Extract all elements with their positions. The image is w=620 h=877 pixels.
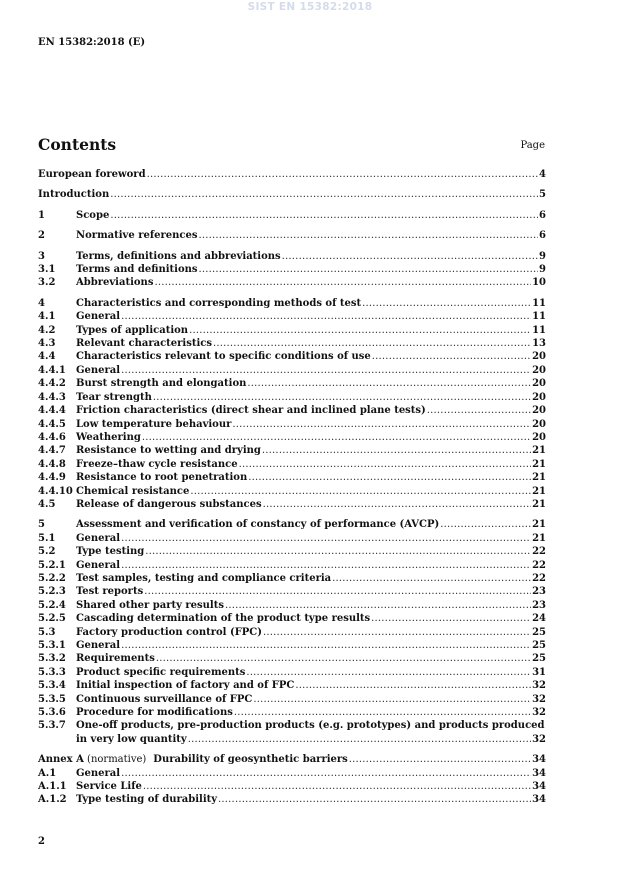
toc-entry-page: 24 bbox=[532, 613, 546, 625]
toc-entry[interactable] bbox=[38, 431, 546, 444]
toc-entry-number: 4.4.1 bbox=[38, 364, 66, 376]
dot-leader bbox=[263, 498, 531, 511]
toc-entry-title: Shared other party results bbox=[76, 599, 224, 611]
toc-entry-page: 21 bbox=[532, 485, 546, 497]
dot-leader bbox=[239, 458, 532, 471]
toc-entry-title: Low temperature behaviour bbox=[76, 418, 232, 430]
dot-leader bbox=[144, 585, 531, 598]
toc-entry-number: 5.2.2 bbox=[38, 572, 66, 584]
toc-entry-title: General bbox=[76, 559, 121, 571]
toc-entry-page: 11 bbox=[532, 324, 546, 336]
toc-entry-page: 13 bbox=[532, 338, 546, 350]
dot-leader bbox=[153, 391, 531, 404]
toc-entry[interactable] bbox=[38, 485, 546, 498]
toc-entry-number: 5.3.1 bbox=[38, 640, 66, 651]
dot-leader bbox=[372, 350, 531, 363]
toc-entry-title: Product specific requirements bbox=[76, 666, 246, 678]
toc-entry-page: 11 bbox=[532, 297, 546, 309]
dot-leader bbox=[121, 639, 531, 652]
toc-entry-number: A.1 bbox=[38, 767, 57, 779]
toc-entry-title: Chemical resistance bbox=[76, 485, 190, 497]
toc-entry-page: 21 bbox=[532, 498, 546, 510]
toc-entry-page: 25 bbox=[532, 653, 546, 665]
toc-entry-title: Service Life bbox=[76, 781, 142, 793]
dot-leader bbox=[190, 485, 531, 498]
toc-entry-title: Cascading determination of the product type results bbox=[76, 613, 371, 625]
toc-entry-title: General bbox=[76, 532, 121, 544]
toc-entry-title: Normative references bbox=[76, 230, 198, 242]
toc-entry[interactable] bbox=[38, 364, 546, 377]
toc-entry[interactable] bbox=[38, 639, 546, 652]
annex-label: Annex A bbox=[38, 754, 84, 766]
toc-entry[interactable] bbox=[38, 209, 546, 222]
toc-entry[interactable] bbox=[38, 337, 546, 350]
toc-entry-title: Abbreviations bbox=[76, 277, 154, 289]
page-column-label: Page bbox=[520, 140, 545, 151]
dot-leader bbox=[110, 188, 538, 201]
toc-entry-number: 5.2.1 bbox=[38, 559, 66, 571]
dot-leader bbox=[253, 693, 531, 706]
toc-entry-page: 20 bbox=[532, 351, 546, 363]
toc-entry-page: 31 bbox=[532, 666, 546, 678]
toc-entry[interactable] bbox=[38, 753, 546, 766]
dot-leader bbox=[282, 250, 538, 263]
toc-entry-page: 34 bbox=[532, 794, 546, 806]
toc-entry-title: Friction characteristics (direct shear and inclined plane tests) bbox=[76, 405, 426, 417]
toc-entry[interactable] bbox=[38, 391, 546, 404]
toc-entry-title: Release of dangerous substances bbox=[76, 498, 262, 510]
toc-entry-page: 22 bbox=[532, 572, 546, 584]
dot-leader bbox=[154, 276, 531, 289]
toc-entry-number: 4.4.3 bbox=[38, 391, 66, 403]
toc-entry-page: 32 bbox=[532, 707, 546, 719]
toc-entry-number: 4.2 bbox=[38, 324, 56, 336]
toc-entry-title: Resistance to root penetration bbox=[76, 472, 248, 484]
toc-entry[interactable] bbox=[38, 733, 546, 746]
toc-entry[interactable] bbox=[38, 404, 546, 417]
toc-entry-page: 32 bbox=[532, 733, 546, 745]
toc-entry-number: 5.3 bbox=[38, 626, 56, 638]
toc-entry[interactable] bbox=[38, 572, 546, 585]
toc-entry[interactable] bbox=[38, 324, 546, 337]
toc-entry[interactable] bbox=[38, 559, 546, 572]
toc-entry-page: 20 bbox=[532, 405, 546, 417]
toc-entry[interactable] bbox=[38, 263, 546, 276]
dot-leader bbox=[427, 404, 531, 417]
toc-entry-title: Procedure for modifications bbox=[76, 707, 233, 719]
toc-entry-title: General bbox=[76, 767, 121, 779]
toc-entry-page: 34 bbox=[532, 781, 546, 793]
toc-entry-title: Initial inspection of factory and of FPC bbox=[76, 680, 295, 692]
toc-entry[interactable] bbox=[38, 793, 546, 806]
toc-entry-page: 25 bbox=[532, 640, 546, 651]
toc-entry-number: 4 bbox=[38, 297, 45, 309]
toc-entry-number: 2 bbox=[38, 230, 45, 242]
toc-entry-number: 4.4.8 bbox=[38, 458, 66, 470]
dot-leader bbox=[156, 652, 531, 665]
dot-leader bbox=[440, 518, 531, 531]
toc-entry-title: General bbox=[76, 640, 121, 651]
toc-entry-page: 22 bbox=[532, 546, 546, 558]
toc-entry-page: 20 bbox=[532, 418, 546, 430]
watermark: SIST EN 15382:2018 bbox=[247, 1, 373, 13]
dot-leader bbox=[121, 559, 531, 572]
dot-leader bbox=[371, 612, 531, 625]
toc-entry-number: 5 bbox=[38, 519, 45, 531]
toc-entry-title: Introduction bbox=[38, 189, 110, 201]
contents-title: Contents bbox=[38, 135, 117, 154]
toc-entry[interactable] bbox=[38, 418, 546, 431]
toc-entry-number: 5.3.3 bbox=[38, 666, 66, 678]
toc-entry-number: 4.4 bbox=[38, 351, 56, 363]
toc-entry[interactable] bbox=[38, 168, 546, 181]
toc-entry-page: 10 bbox=[532, 277, 546, 289]
toc-entry-page: 20 bbox=[532, 364, 546, 376]
toc-entry-page: 9 bbox=[539, 264, 546, 276]
dot-leader bbox=[110, 209, 538, 222]
dot-leader bbox=[199, 263, 539, 276]
toc-entry-title: Test samples, testing and compliance criteria bbox=[76, 572, 332, 584]
toc-entry[interactable] bbox=[38, 377, 546, 390]
toc-entry-number: 3 bbox=[38, 250, 45, 262]
toc-entry[interactable] bbox=[38, 780, 546, 793]
dot-leader bbox=[332, 572, 531, 585]
toc-entry-title: European foreword bbox=[38, 169, 146, 180]
toc-entry[interactable] bbox=[38, 693, 546, 706]
toc-entry-title: Weathering bbox=[76, 431, 141, 443]
dot-leader bbox=[263, 626, 531, 639]
toc-entry[interactable] bbox=[38, 599, 546, 612]
toc-entry-title: Freeze–thaw cycle resistance bbox=[76, 458, 238, 470]
toc-entry-title bbox=[38, 753, 349, 766]
toc-entry-title: Terms and definitions bbox=[76, 264, 198, 276]
dot-leader bbox=[362, 297, 531, 310]
toc-entry[interactable] bbox=[38, 250, 546, 263]
toc-entry-title: General bbox=[76, 311, 121, 323]
toc-entry-number: 4.4.7 bbox=[38, 445, 66, 457]
toc-entry-page: 21 bbox=[532, 445, 546, 457]
toc-entry[interactable] bbox=[38, 706, 546, 719]
toc-entry[interactable] bbox=[38, 188, 546, 201]
toc-entry-title: One-off products, pre-production products (e.g. prototypes) and products produced bbox=[76, 720, 545, 732]
toc-entry[interactable] bbox=[38, 626, 546, 639]
toc-entry-number: 4.4.4 bbox=[38, 405, 66, 417]
toc-entry[interactable] bbox=[38, 585, 546, 598]
toc-entry[interactable] bbox=[38, 310, 546, 323]
toc-entry-number: 5.3.4 bbox=[38, 680, 66, 692]
dot-leader bbox=[248, 471, 531, 484]
dot-leader bbox=[225, 599, 531, 612]
toc-entry[interactable] bbox=[38, 532, 546, 545]
dot-leader bbox=[145, 545, 531, 558]
dot-leader bbox=[234, 706, 531, 719]
dot-leader bbox=[247, 377, 531, 390]
toc-entry-page: 6 bbox=[539, 230, 546, 242]
toc-entry-title: Test reports bbox=[76, 586, 144, 598]
toc-entry-page: 32 bbox=[532, 680, 546, 692]
toc-entry[interactable] bbox=[38, 229, 546, 242]
toc-entry[interactable] bbox=[38, 350, 546, 363]
toc-entry-number: A.1.2 bbox=[38, 794, 67, 806]
dot-leader bbox=[232, 418, 531, 431]
toc-entry-page: 23 bbox=[532, 599, 546, 611]
toc-entry[interactable] bbox=[38, 679, 546, 692]
dot-leader bbox=[121, 364, 531, 377]
dot-leader bbox=[142, 431, 531, 444]
toc-entry-number: 4.1 bbox=[38, 311, 56, 323]
toc-entry-number: 3.1 bbox=[38, 264, 56, 276]
toc-entry-number: 5.2.4 bbox=[38, 599, 66, 611]
toc-entry[interactable] bbox=[38, 666, 546, 679]
toc-entry-title: Terms, definitions and abbreviations bbox=[76, 250, 281, 262]
dot-leader bbox=[199, 229, 539, 242]
dot-leader bbox=[121, 532, 531, 545]
toc-entry[interactable] bbox=[38, 498, 546, 511]
toc-entry-title: General bbox=[76, 364, 121, 376]
toc-entry-page: 11 bbox=[532, 311, 546, 323]
table-of-contents bbox=[38, 168, 546, 807]
toc-entry[interactable] bbox=[38, 444, 546, 457]
toc-entry-title: Types of application bbox=[76, 324, 189, 336]
toc-entry-title: Type testing of durability bbox=[76, 794, 218, 806]
toc-entry-number: 4.4.6 bbox=[38, 431, 66, 443]
toc-entry-page: 32 bbox=[532, 693, 546, 705]
toc-entry[interactable] bbox=[38, 276, 546, 289]
toc-entry-number: 4.4.2 bbox=[38, 378, 66, 390]
dot-leader bbox=[188, 733, 531, 746]
toc-entry-page: 34 bbox=[532, 754, 546, 766]
toc-entry-number: 3.2 bbox=[38, 277, 56, 289]
dot-leader bbox=[143, 780, 531, 793]
document-id: EN 15382:2018 (E) bbox=[38, 37, 146, 48]
toc-entry-page: 20 bbox=[532, 431, 546, 443]
dot-leader bbox=[121, 310, 531, 323]
dot-leader bbox=[246, 666, 531, 679]
toc-entry-title: in very low quantity bbox=[76, 733, 187, 745]
toc-entry-number: 4.4.10 bbox=[38, 485, 73, 497]
dot-leader bbox=[213, 337, 531, 350]
toc-entry-title: Assessment and verification of constancy of performance (AVCP) bbox=[76, 519, 440, 531]
toc-entry-number: 5.2.3 bbox=[38, 586, 66, 598]
annex-title: Durability of geosynthetic barriers bbox=[146, 754, 348, 766]
toc-entry-number: 5.3.2 bbox=[38, 653, 66, 665]
page-number: 2 bbox=[38, 836, 45, 847]
toc-entry-number: 5.1 bbox=[38, 532, 56, 544]
toc-entry-title: Resistance to wetting and drying bbox=[76, 445, 261, 457]
toc-entry-page: 23 bbox=[532, 586, 546, 598]
dot-leader bbox=[262, 444, 531, 457]
toc-entry[interactable] bbox=[38, 545, 546, 558]
toc-entry-title: Scope bbox=[76, 209, 110, 221]
toc-entry-number: 5.2 bbox=[38, 546, 56, 558]
toc-entry-page: 21 bbox=[532, 532, 546, 544]
toc-entry-number: 5.2.5 bbox=[38, 613, 66, 625]
toc-entry-page: 22 bbox=[532, 559, 546, 571]
toc-entry-number: 5.3.6 bbox=[38, 707, 66, 719]
toc-entry-title: Tear strength bbox=[76, 391, 152, 403]
toc-entry-number: 1 bbox=[38, 209, 45, 221]
toc-entry-number: 4.5 bbox=[38, 498, 56, 510]
toc-entry-page: 25 bbox=[532, 626, 546, 638]
annex-type: (normative) bbox=[83, 754, 147, 766]
toc-entry[interactable] bbox=[38, 719, 546, 732]
toc-entry-title: Characteristics relevant to specific conditions of use bbox=[76, 351, 371, 363]
toc-entry-title: Relevant characteristics bbox=[76, 338, 212, 350]
toc-entry-number: 5.3.5 bbox=[38, 693, 66, 705]
toc-entry-page: 21 bbox=[532, 472, 546, 484]
toc-entry-title: Burst strength and elongation bbox=[76, 378, 247, 390]
toc-entry[interactable] bbox=[38, 767, 546, 780]
toc-entry-title: Continuous surveillance of FPC bbox=[76, 693, 253, 705]
toc-entry-page: 34 bbox=[532, 767, 546, 779]
toc-entry-page: 6 bbox=[539, 209, 546, 221]
toc-entry[interactable] bbox=[38, 518, 546, 531]
toc-entry-number: 4.4.9 bbox=[38, 472, 66, 484]
toc-entry-title: Type testing bbox=[76, 546, 145, 558]
toc-entry[interactable] bbox=[38, 297, 546, 310]
dot-leader bbox=[147, 168, 538, 181]
toc-entry[interactable] bbox=[38, 612, 546, 625]
toc-entry-title: Requirements bbox=[76, 653, 155, 665]
toc-entry-page: 4 bbox=[539, 169, 546, 180]
toc-entry[interactable] bbox=[38, 652, 546, 665]
toc-entry-page: 20 bbox=[532, 391, 546, 403]
dot-leader bbox=[295, 679, 531, 692]
toc-entry-page: 21 bbox=[532, 458, 546, 470]
toc-entry[interactable] bbox=[38, 471, 546, 484]
toc-entry-page: 9 bbox=[539, 250, 546, 262]
toc-entry-number: 5.3.7 bbox=[38, 720, 66, 732]
dot-leader bbox=[189, 324, 531, 337]
dot-leader bbox=[349, 753, 531, 766]
toc-entry-page: 21 bbox=[532, 519, 546, 531]
toc-entry-number: 4.4.5 bbox=[38, 418, 66, 430]
toc-entry-page: 20 bbox=[532, 378, 546, 390]
toc-entry-page: 5 bbox=[539, 189, 546, 201]
toc-entry-number: 4.3 bbox=[38, 338, 56, 350]
dot-leader bbox=[121, 767, 531, 780]
dot-leader bbox=[218, 793, 531, 806]
toc-entry[interactable] bbox=[38, 458, 546, 471]
toc-entry-number: A.1.1 bbox=[38, 781, 67, 793]
toc-entry-title: Characteristics and corresponding methods of test bbox=[76, 297, 362, 309]
toc-entry-title: Factory production control (FPC) bbox=[76, 626, 263, 638]
